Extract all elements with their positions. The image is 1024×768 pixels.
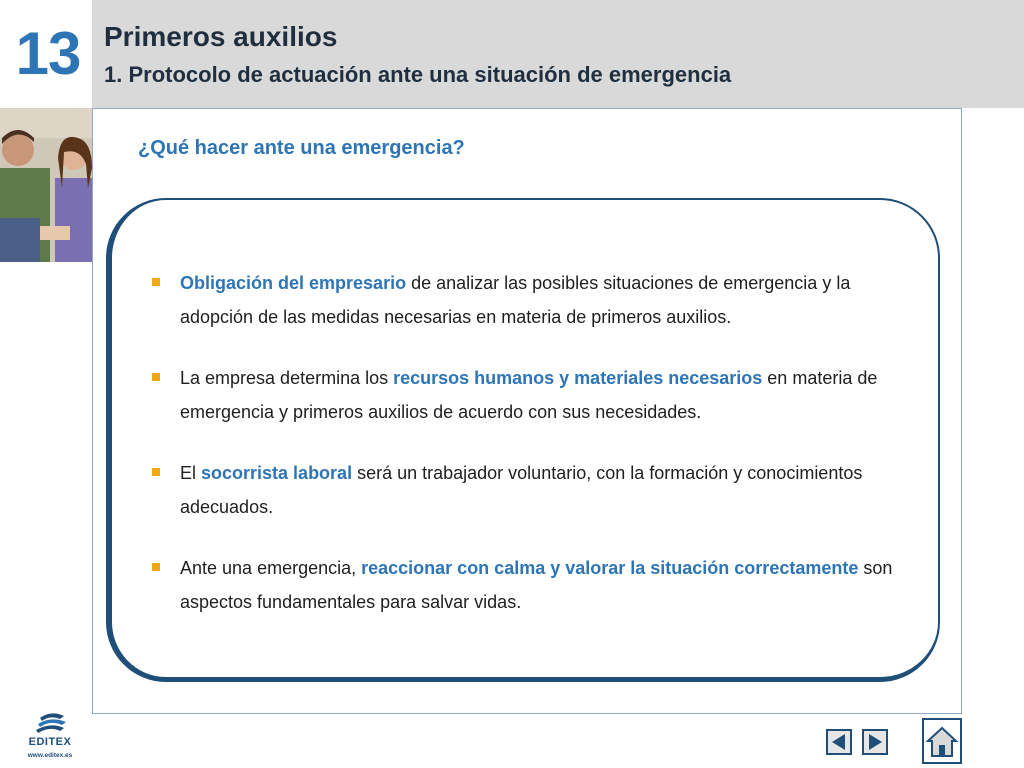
editex-logo[interactable] xyxy=(20,710,80,764)
students-photo xyxy=(0,108,92,262)
square-bullet-icon xyxy=(152,468,160,476)
bullet-item xyxy=(150,551,920,619)
editex-logo-url: www.editex.es xyxy=(27,752,73,759)
bullet-text: en materia de emergencia y primeros auxilios de acuerdo con sus necesidades. xyxy=(180,368,878,422)
bullet-text: será un trabajador voluntario, con la formación y conocimientos adecuados. xyxy=(180,463,863,517)
bullet-text: El xyxy=(180,463,202,483)
triangle-left-icon xyxy=(828,731,850,753)
editex-logo-mark xyxy=(34,710,68,736)
previous-slide-button[interactable] xyxy=(826,729,852,755)
bullet-item xyxy=(150,456,920,524)
page-title: Primeros auxilios xyxy=(104,21,338,52)
highlighted-text: recursos humanos y materiales necesarios xyxy=(393,368,763,388)
bullet-item xyxy=(150,266,920,334)
square-bullet-icon xyxy=(152,278,160,286)
bullet-text: son aspectos fundamentales para salvar vidas. xyxy=(180,558,893,612)
page-subtitle: 1. Protocolo de actuación ante una situación de emergencia xyxy=(104,62,732,87)
bullet-text: de analizar las posibles situaciones de emergencia y la adopción de las medidas necesarias en materia de primeros auxilios. xyxy=(180,273,851,327)
section-question: ¿Qué hacer ante una emergencia? xyxy=(138,137,465,159)
highlighted-text: socorrista laboral xyxy=(201,463,353,483)
bullet-text: La empresa determina los xyxy=(180,368,394,388)
chapter-number: 13 xyxy=(15,20,81,87)
next-slide-button[interactable] xyxy=(862,729,888,755)
square-bullet-icon xyxy=(152,373,160,381)
editex-logo-name: EDITEX xyxy=(28,736,72,748)
header-band xyxy=(92,0,1024,108)
house-icon xyxy=(924,720,960,762)
bullet-text: Ante una emergencia, xyxy=(180,558,362,578)
highlighted-text: reaccionar con calma y valorar la situación correctamente xyxy=(361,558,859,578)
bullet-item xyxy=(150,361,920,429)
square-bullet-icon xyxy=(152,563,160,571)
bullet-list xyxy=(150,266,920,646)
highlighted-text: Obligación del empresario xyxy=(180,273,407,293)
triangle-right-icon xyxy=(864,731,886,753)
home-button[interactable] xyxy=(922,718,962,764)
